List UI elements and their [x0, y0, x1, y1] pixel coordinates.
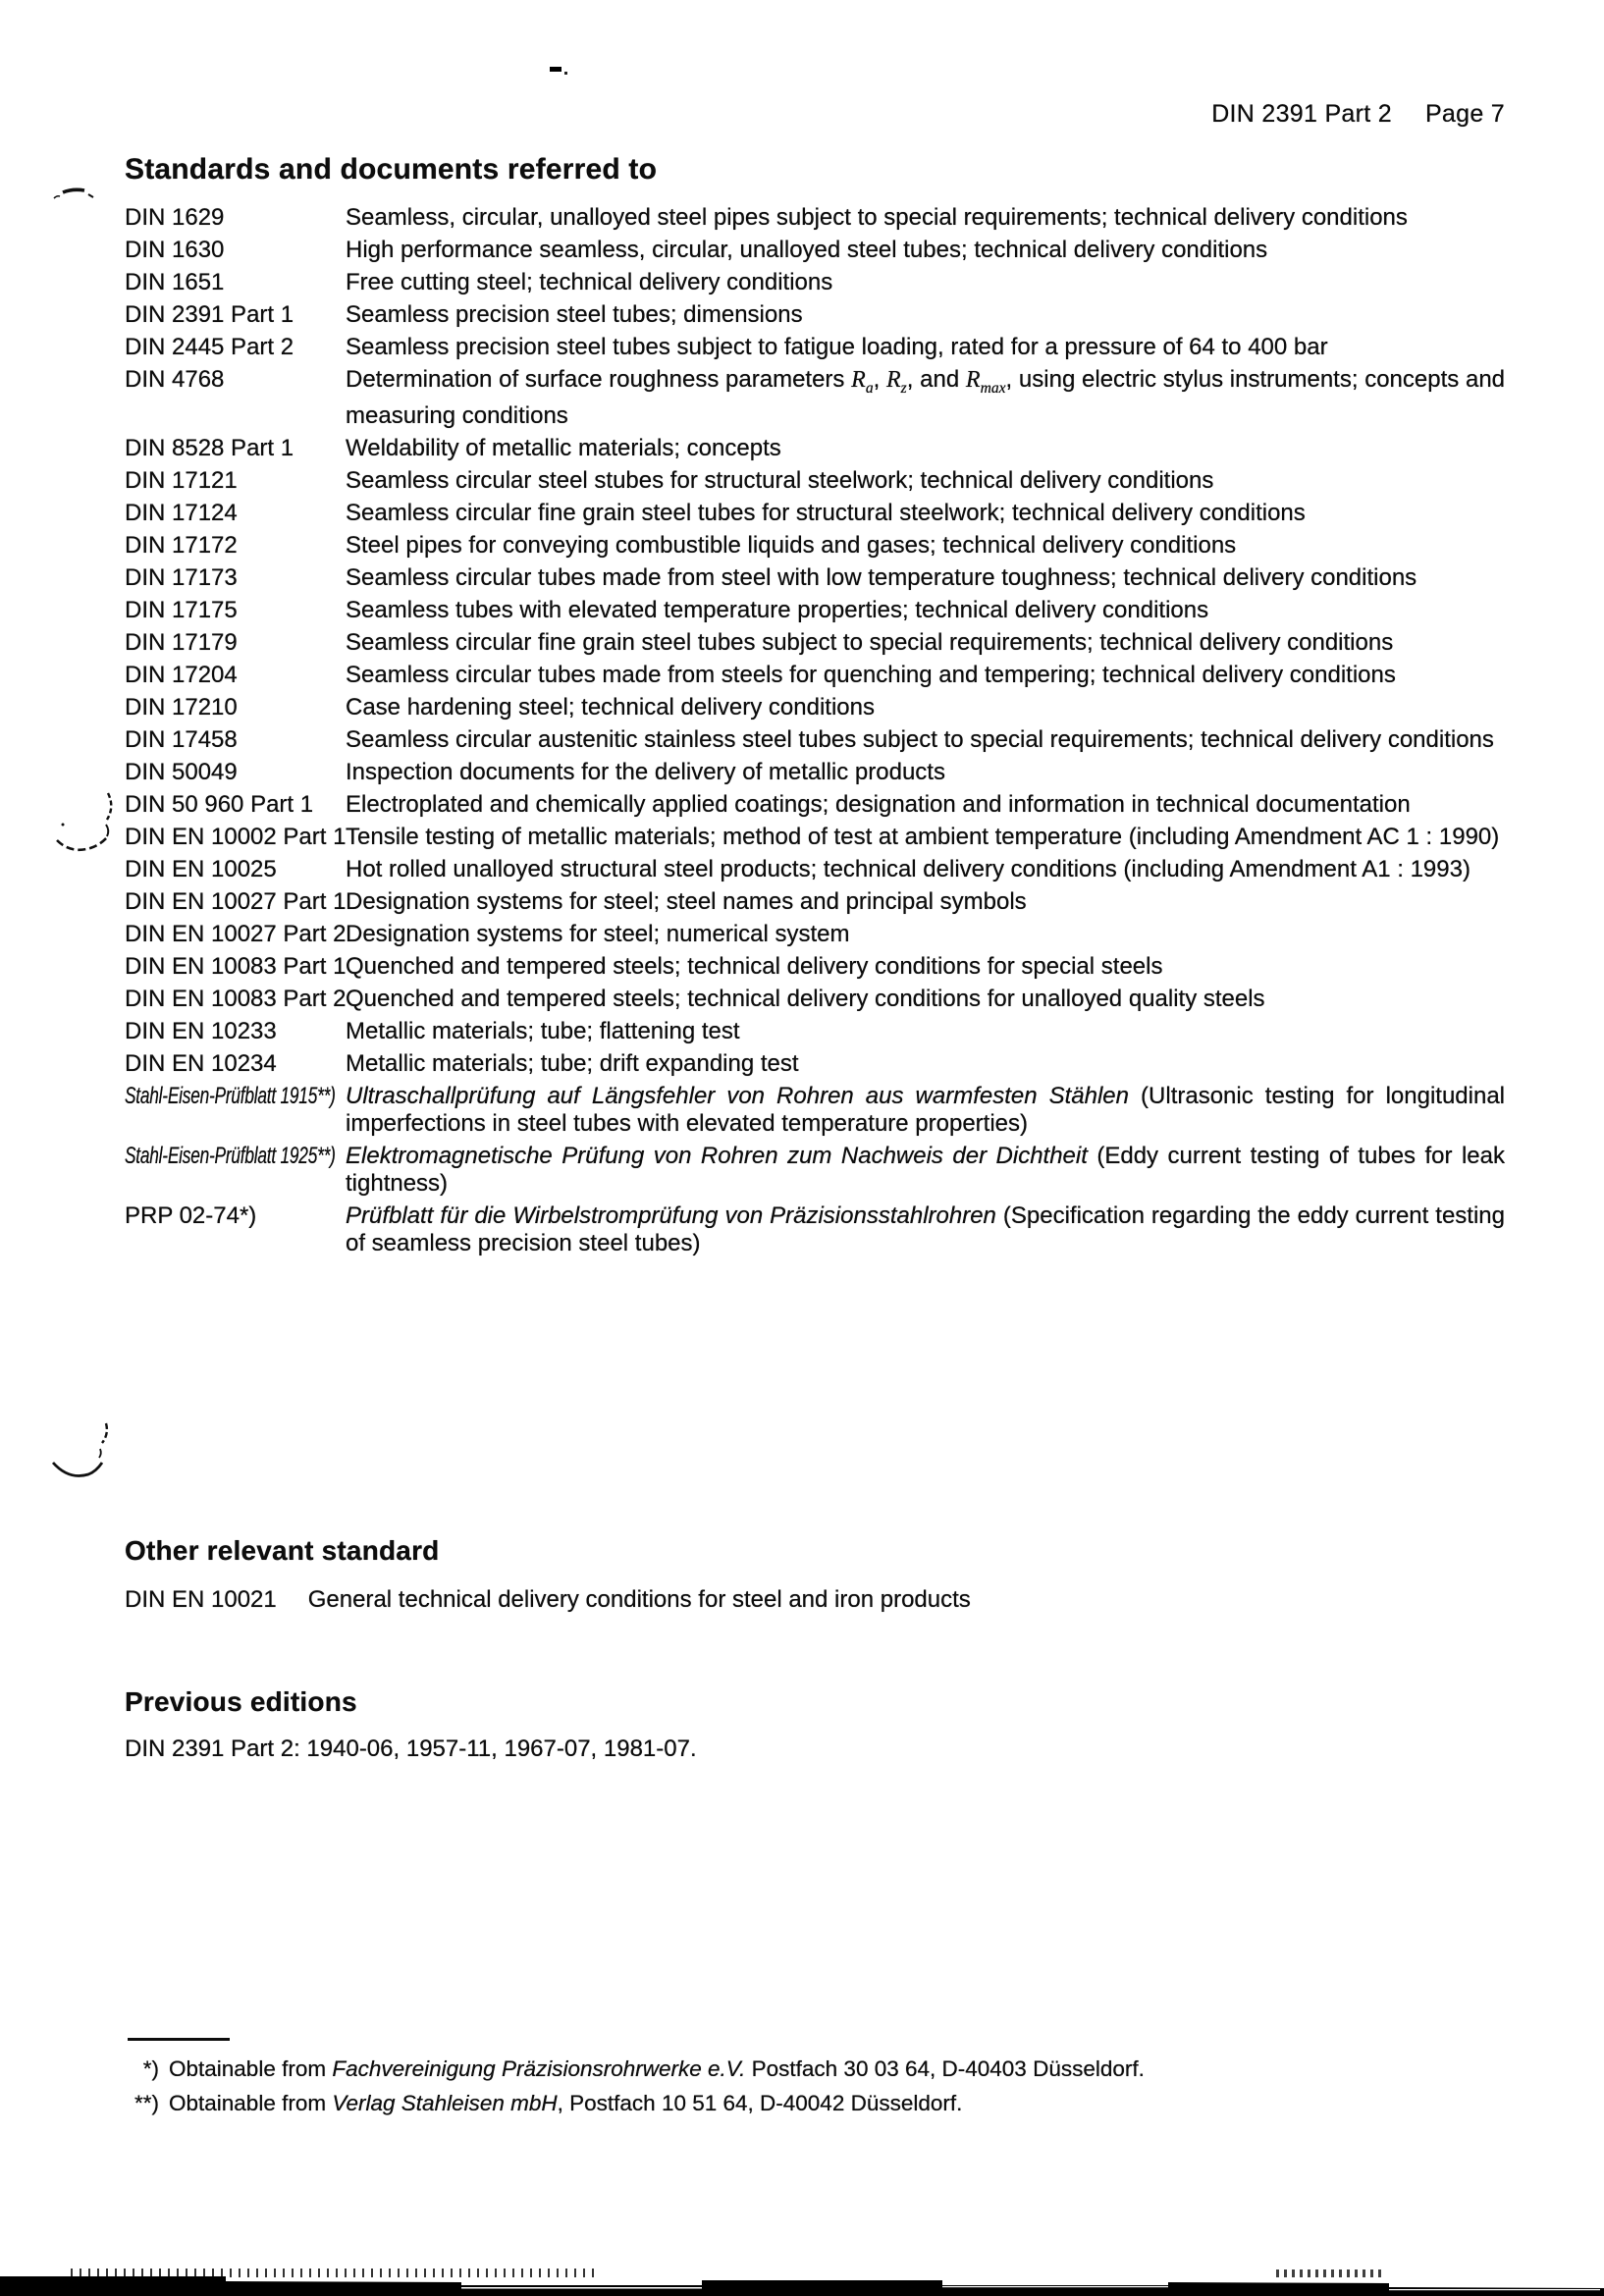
footnote-rule [128, 2038, 230, 2041]
standard-item [125, 597, 1505, 624]
standard-description: Quenched and tempered steels; technical delivery conditions for special steels [346, 952, 1163, 980]
standard-item [125, 269, 1505, 296]
standard-code: DIN 4768 [125, 366, 225, 393]
footnote [116, 2052, 1353, 2086]
standard-description: Seamless circular tubes made from steel with low temperature toughness; technical delivery conditions [346, 563, 1417, 591]
standard-item [125, 986, 1505, 1013]
standard-code: DIN 17204 [125, 661, 238, 688]
standard-code: DIN EN 10025 [125, 855, 277, 882]
standard-code: DIN 17175 [125, 596, 238, 623]
scan-mark-pen-dash [51, 183, 102, 204]
standard-item [125, 824, 1505, 851]
standard-description: General technical delivery conditions for steel and iron products [307, 1586, 971, 1613]
standard-code: DIN EN 10083 Part 1 [125, 952, 347, 980]
header-doc-number: DIN 2391 Part 2 [1211, 100, 1392, 128]
standard-description: Seamless precision steel tubes subject to fatigue loading, rated for a pressure of 64 to 400 bar [346, 334, 1328, 360]
standard-item [125, 629, 1505, 657]
standard-code: DIN 17173 [125, 563, 238, 591]
standard-item [125, 500, 1505, 527]
standard-code: DIN 17172 [125, 531, 238, 559]
standard-description: Metallic materials; tube; flattening test [346, 1017, 740, 1044]
standard-description: Electroplated and chemically applied coatings; designation and information in technical documentation [346, 790, 1411, 818]
standard-description: Seamless, circular, unalloyed steel pipes subject to special requirements; technical delivery conditions [346, 204, 1408, 231]
standard-description: Metallic materials; tube; drift expanding test [346, 1049, 799, 1077]
standard-item [125, 759, 1505, 786]
standard-code: DIN 2391 Part 1 [125, 301, 294, 328]
standard-item [125, 1143, 1505, 1198]
standard-code: DIN 17124 [125, 499, 238, 526]
standard-code: DIN EN 10027 Part 1 [125, 887, 347, 915]
standard-item [125, 953, 1505, 981]
standard-description: Designation systems for steel; numerical system [346, 920, 850, 947]
standard-code: DIN 17179 [125, 628, 238, 656]
footnote-text: Obtainable from Verlag Stahleisen mbH, Postfach 10 51 64, D-40042 Düsseldorf. [169, 2091, 963, 2115]
header-page-number: Page 7 [1424, 100, 1505, 128]
standard-item [125, 856, 1505, 883]
standard-code: DIN EN 10234 [125, 1049, 277, 1077]
standard-description: Seamless circular tubes made from steels for quenching and tempering; technical delivery conditions [346, 661, 1396, 688]
standard-item [125, 1202, 1505, 1257]
standard-description: Hot rolled unalloyed structural steel products; technical delivery conditions (including Amendment A1 : 1993) [346, 855, 1470, 882]
scan-speck [546, 63, 571, 77]
standard-item [125, 467, 1505, 495]
standard-item [125, 1050, 1505, 1078]
standard-code: DIN 50 960 Part 1 [125, 790, 314, 818]
standard-description: Elektromagnetische Prüfung von Rohren zum Nachweis der Dichtheit (Eddy current testing of tubes for leak tightness) [346, 1142, 1505, 1197]
standard-code: DIN 2445 Part 2 [125, 334, 294, 360]
footnote-marker: *) [142, 2056, 159, 2081]
standard-item [125, 237, 1505, 264]
standard-description: Inspection documents for the delivery of metallic products [346, 758, 945, 785]
standard-description: Quenched and tempered steels; technical delivery conditions for unalloyed quality steels [346, 985, 1265, 1012]
previous-editions-text: DIN 2391 Part 2: 1940-06, 1957-11, 1967-07, 1981-07. [125, 1735, 697, 1762]
standard-item [125, 726, 1505, 754]
standard-code: DIN 1651 [125, 269, 225, 295]
standard-code: DIN EN 10233 [125, 1017, 277, 1044]
standard-code: DIN EN 10027 Part 2 [125, 920, 347, 947]
previous-editions-section-title: Previous editions [125, 1686, 357, 1717]
standard-item [125, 435, 1505, 462]
standard-description: Seamless circular steel stubes for structural steelwork; technical delivery conditions [346, 466, 1214, 494]
scan-mark-pen-squiggle [45, 1415, 124, 1488]
standard-item [125, 694, 1505, 721]
footnote [116, 2086, 1353, 2120]
standard-description: Free cutting steel; technical delivery conditions [346, 269, 833, 295]
standard-item [125, 204, 1505, 232]
standard-description: Seamless circular fine grain steel tubes subject to special requirements; technical delivery conditions [346, 628, 1394, 656]
standard-code: DIN 50049 [125, 758, 238, 785]
standard-description: Weldability of metallic materials; concepts [346, 434, 781, 461]
footnotes [116, 2052, 1353, 2120]
standard-description: Designation systems for steel; steel names and principal symbols [346, 887, 1027, 915]
standard-code: DIN EN 10002 Part 1 [125, 823, 347, 850]
standard-code: PRP 02-74*) [125, 1201, 257, 1229]
standard-code: Stahl-Eisen-Prüfblatt 1925**) [125, 1142, 336, 1169]
standards-list [125, 204, 1505, 1262]
standard-description: Steel pipes for conveying combustible liquids and gases; technical delivery conditions [346, 531, 1237, 559]
standard-description: High performance seamless, circular, unalloyed steel tubes; technical delivery conditions [346, 237, 1268, 263]
standard-code: DIN EN 10021 [125, 1586, 277, 1613]
standard-description: Determination of surface roughness parameters $R_a$, $R_z$, and $R_{max}$, using electric stylus instruments; concepts and measuring conditions [346, 366, 1506, 429]
standard-code: DIN 1629 [125, 204, 225, 231]
standard-code: DIN 8528 Part 1 [125, 434, 294, 461]
standard-description: Ultraschallprüfung auf Längsfehler von Rohren aus warmfesten Stählen (Ultrasonic testing for longitudinal imperfections in steel tubes with elevated temperature properties) [346, 1082, 1505, 1137]
standard-description: Prüfblatt für die Wirbelstromprüfung von Präzisionsstahlrohren (Specification regarding the eddy current testing of seamless precision steel tubes) [346, 1201, 1506, 1256]
standard-code: DIN EN 10083 Part 2 [125, 985, 347, 1012]
standard-item [125, 888, 1505, 916]
standard-description: Seamless circular austenitic stainless steel tubes subject to special requirements; technical delivery conditions [346, 725, 1494, 753]
page-header [1211, 100, 1505, 129]
other-standard-section-title: Other relevant standard [125, 1535, 440, 1566]
footnote-text: Obtainable from Fachvereinigung Präzisionsrohrwerke e.V. Postfach 30 03 64, D-40403 Düsseldorf. [169, 2056, 1145, 2081]
standard-code: DIN 17210 [125, 693, 238, 721]
standard-description: Case hardening steel; technical delivery conditions [346, 693, 875, 721]
standards-section-title: Standards and documents referred to [125, 153, 658, 186]
standard-item [125, 1018, 1505, 1045]
standard-description: Seamless circular fine grain steel tubes for structural steelwork; technical delivery conditions [346, 499, 1306, 526]
standard-code: Stahl-Eisen-Prüfblatt 1915**) [125, 1082, 336, 1109]
standard-code: DIN 17458 [125, 725, 238, 753]
footnote-marker: **) [134, 2091, 159, 2115]
standard-item [125, 662, 1505, 689]
standard-item [125, 301, 1505, 329]
standard-item [125, 532, 1505, 560]
standard-code: DIN 17121 [125, 466, 238, 494]
standard-item [125, 921, 1505, 948]
standard-item [125, 334, 1505, 361]
standard-item [125, 791, 1505, 819]
scan-mark-pen-squiggle [49, 785, 128, 862]
scan-artifact-bar [0, 2247, 1604, 2296]
standard-description: Seamless precision steel tubes; dimensions [346, 301, 803, 328]
standard-item [125, 564, 1505, 592]
other-standard-item [125, 1586, 971, 1614]
standard-description: Seamless tubes with elevated temperature properties; technical delivery conditions [346, 596, 1209, 623]
standard-item [125, 1083, 1505, 1138]
standard-description: Tensile testing of metallic materials; method of test at ambient temperature (including Amendment AC 1 : 1990) [346, 823, 1500, 850]
standard-item [125, 366, 1505, 430]
standard-code: DIN 1630 [125, 237, 225, 263]
